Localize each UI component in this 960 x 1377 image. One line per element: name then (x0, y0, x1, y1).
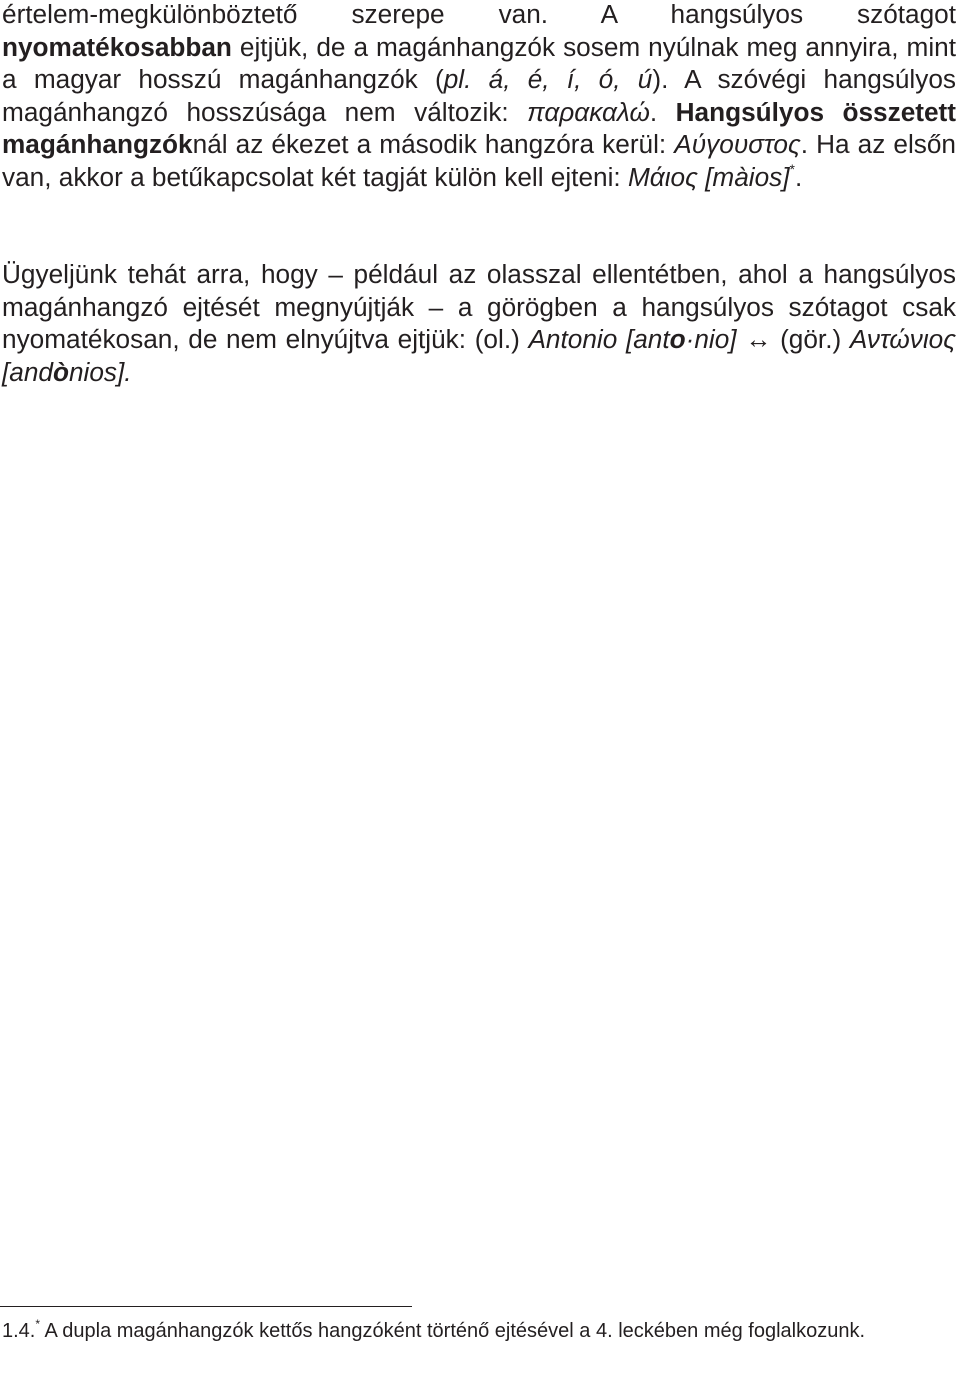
stressed-vowel-greek: ò (52, 356, 69, 387)
greek-example-avgoustos: Αύγουστος (674, 129, 801, 159)
footnote (2, 1318, 902, 1345)
stressed-vowel-italian: o (669, 324, 686, 354)
greek-example-antonios-end: nios]. (68, 356, 132, 387)
paragraph-italian-comparison (2, 258, 956, 388)
paragraph-stress-rules (2, 0, 956, 193)
text-segment: nál az ékezet a második hangzóra kerül: (192, 129, 675, 159)
text-segment: értelem-megkülönböztető szerepe van. A hangsúlyos szótagot (2, 0, 956, 29)
bold-term-diphthongs: Hangsúlyos összetett magánhangzók (2, 96, 957, 159)
text-segment: . (649, 96, 676, 127)
footnote-text: A dupla magánhangzók kettős hangzóként történő ejtésével a 4. leckében még foglalkozunk. (40, 1320, 866, 1342)
italian-example-antonio: Antonio [ant (528, 324, 670, 354)
text-segment: ↔ (gör.) (736, 324, 850, 354)
text-segment: Ügyeljünk tehát arra, hogy – például az olasszal ellentétben, ahol a hangsúlyos magánhangzó ejtését megnyújtják – a görögben a hangsúlyos szótagot csak nyomatékosan, de nem elnyújtva ejtjük: (ol.) (2, 259, 956, 354)
greek-example-maios: Μάιος [màios] (627, 161, 790, 192)
greek-example-parakalo: παρακαλώ (527, 96, 650, 127)
footnote-marker[interactable]: * (789, 160, 795, 177)
text-segment: . Ha az elsőn van, akkor a betűkapcsolat két tagját külön kell ejteni: (2, 129, 956, 192)
text-segment: ejtjük, de a magánhangzók sosem nyúlnak meg annyira, mint a magyar hosszú magánhangzók ( (2, 31, 956, 94)
greek-example-antonios: Αντώνιος [and (2, 324, 956, 387)
footnote-asterisk: * (35, 1317, 41, 1331)
italic-vowel-examples: pl. á, é, í, ó, ú (443, 64, 653, 94)
footnote-section-ref: 1.4. (2, 1320, 36, 1342)
footnote-separator (0, 1306, 412, 1307)
text-segment: ). A szóvégi hangsúlyos magánhangzó hosszúsága nem változik: (2, 64, 956, 127)
text-segment: . (794, 161, 803, 192)
bold-term-emphasis: nyomatékosabban (2, 31, 232, 62)
italian-example-antonio-end: ·nio] (685, 324, 737, 354)
